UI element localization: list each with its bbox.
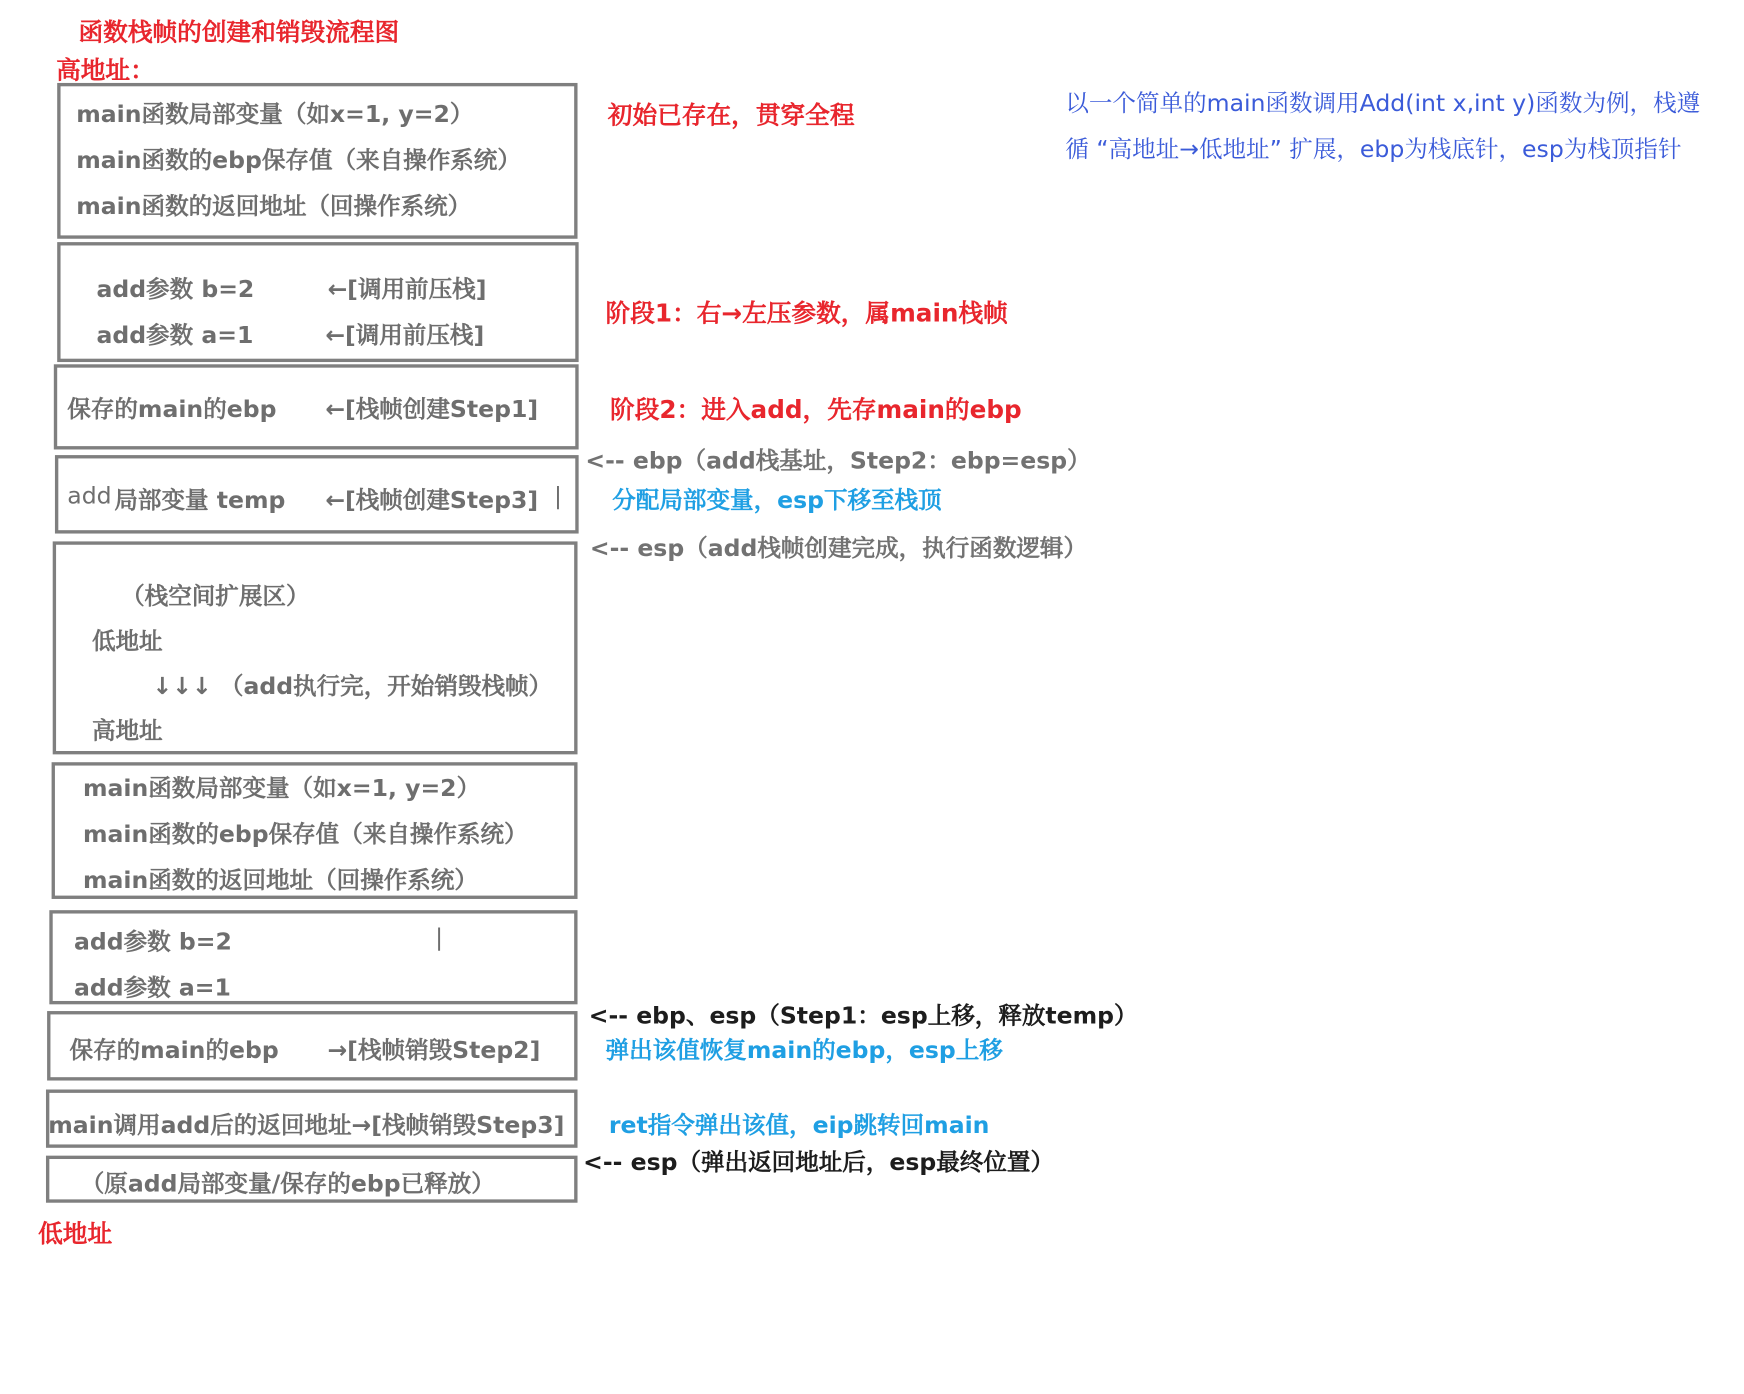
low-address-label: 低地址: [38, 1220, 113, 1249]
expansion-destroy-hint: ↓↓↓ （add执行完，开始销毁栈帧）: [152, 672, 553, 700]
saved-ebp-top-text: 保存的main的ebp: [67, 395, 277, 423]
main-frame-top-line-2: main函数的ebp保存值（来自操作系统）: [76, 146, 521, 174]
alloc-annotation: 分配局部变量，esp下移至栈顶: [612, 486, 942, 514]
main-frame-bottom-line-1: main函数局部变量（如x=1, y=2）: [82, 774, 481, 802]
main-frame-bottom-line-2: main函数的ebp保存值（来自操作系统）: [82, 820, 528, 848]
stage1-annotation: 阶段1：右→左压参数，属main栈帧: [605, 300, 1008, 329]
esp-pointer: <-- esp（add栈帧创建完成，执行函数逻辑）: [589, 534, 1088, 562]
ebp-esp-pointer: <-- ebp、esp（Step1：esp上移，释放temp）: [588, 1002, 1138, 1029]
param-b-top: add参数 b=2: [96, 275, 255, 303]
saved-ebp-bottom-tag: →[栈帧销毁Step2]: [327, 1036, 541, 1064]
param-b-top-tag: ←[调用前压栈]: [327, 275, 487, 303]
param-a-bottom: add参数 a=1: [74, 974, 231, 1001]
saved-ebp-bottom-text: 保存的main的ebp: [69, 1036, 279, 1064]
stage0-annotation: 初始已存在，贯穿全程: [607, 102, 855, 131]
local-temp-prefix: add: [67, 481, 112, 509]
expansion-high-address: 高地址: [91, 717, 163, 745]
param-a-top-tag: ←[调用前压栈]: [325, 321, 485, 349]
diagram-title: 函数栈帧的创建和销毁流程图: [78, 19, 400, 48]
released-text: （原add局部变量/保存的ebp已释放）: [80, 1170, 495, 1198]
local-temp-bar: |: [553, 481, 562, 509]
ebp-pointer: <-- ebp（add栈基址，Step2：ebp=esp）: [585, 447, 1091, 475]
local-temp-text: 局部变量 temp: [114, 486, 286, 514]
local-temp-tag: ←[栈帧创建Step3]: [325, 486, 539, 514]
expansion-title: （栈空间扩展区）: [121, 582, 310, 610]
param-a-top: add参数 a=1: [96, 321, 254, 349]
main-frame-top-line-1: main函数局部变量（如x=1, y=2）: [76, 100, 474, 128]
pop-ebp-annotation: 弹出该值恢复main的ebp，esp上移: [605, 1036, 1003, 1064]
intro-line-1: 以一个简单的main函数调用Add(int x,int y)函数为例，栈遵: [1065, 89, 1701, 117]
param-b-bottom: add参数 b=2: [74, 928, 232, 956]
intro-line-2: 循 “高地址→低地址” 扩展，ebp为栈底针，esp为栈顶指针: [1065, 135, 1682, 163]
stage2-annotation: 阶段2：进入add，先存main的ebp: [610, 396, 1022, 425]
main-frame-top-line-3: main函数的返回地址（回操作系统）: [76, 192, 472, 220]
return-address-text: main调用add后的返回地址→[栈帧销毁Step3]: [48, 1111, 565, 1139]
saved-ebp-top-tag: ←[栈帧创建Step1]: [325, 395, 539, 423]
main-frame-bottom-line-3: main函数的返回地址（回操作系统）: [82, 866, 478, 894]
high-address-label: 高地址：: [56, 57, 155, 86]
esp-final-pointer: <-- esp（弹出返回地址后，esp最终位置）: [583, 1148, 1054, 1176]
ret-annotation: ret指令弹出该值，eip跳转回main: [608, 1111, 990, 1139]
param-bottom-bar: |: [435, 923, 444, 951]
expansion-low-address: 低地址: [91, 627, 163, 655]
